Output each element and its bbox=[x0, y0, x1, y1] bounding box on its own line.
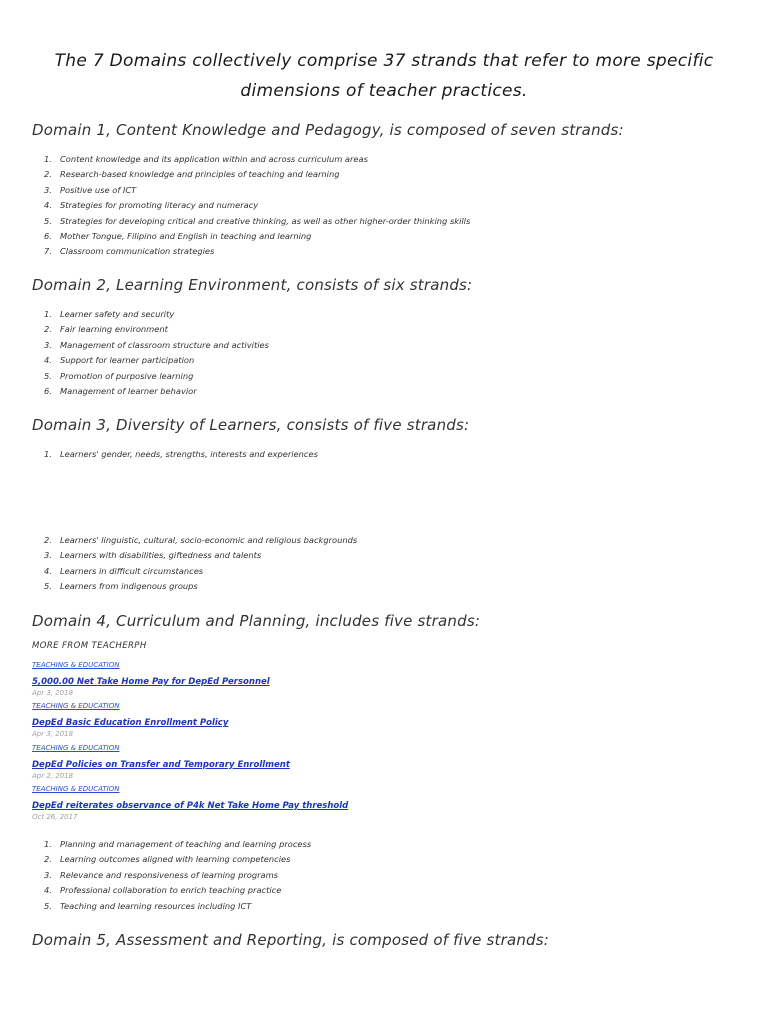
strand-item bbox=[44, 353, 744, 368]
strand-text: Support for learner participation bbox=[60, 355, 195, 366]
strand-item bbox=[44, 548, 744, 563]
strand-text: Learners from indigenous groups bbox=[60, 581, 198, 592]
domain-3-heading: Domain 3, Diversity of Learners, consists of five strands: bbox=[32, 416, 470, 434]
strand-number: 5. bbox=[44, 581, 52, 592]
strand-item bbox=[44, 307, 744, 322]
strand-number: 4. bbox=[44, 200, 52, 211]
strand-item bbox=[44, 533, 744, 548]
strand-item bbox=[44, 338, 744, 353]
strand-text: Strategies for developing critical and creative thinking, as well as other higher-order thinking skills bbox=[60, 215, 471, 226]
strand-text: Positive use of ICT bbox=[60, 184, 137, 195]
strand-item bbox=[44, 369, 744, 384]
related-article-date: Oct 26, 2017 bbox=[32, 812, 78, 821]
related-article-date: Apr 2, 2018 bbox=[32, 771, 74, 780]
strand-number: 2. bbox=[44, 324, 52, 335]
related-article bbox=[32, 743, 432, 784]
strand-item bbox=[44, 852, 744, 867]
related-article-category-link[interactable]: TEACHING & EDUCATION bbox=[32, 702, 120, 711]
strand-item bbox=[44, 579, 744, 594]
strand-text: Mother Tongue, Filipino and English in teaching and learning bbox=[60, 231, 312, 242]
strand-number: 3. bbox=[44, 550, 52, 561]
intro-paragraph: The 7 Domains collectively comprise 37 strands that refer to more specific dimensions of teacher practices. bbox=[54, 51, 714, 101]
related-article bbox=[32, 660, 432, 701]
related-article-date: Apr 3, 2018 bbox=[32, 689, 74, 697]
strand-text: Planning and management of teaching and learning process bbox=[60, 839, 312, 849]
strand-item bbox=[44, 322, 744, 337]
strand-item bbox=[44, 899, 744, 914]
domain-4-strand-list bbox=[44, 837, 744, 914]
strand-number: 7. bbox=[44, 246, 52, 257]
related-article-category-link[interactable]: TEACHING & EDUCATION bbox=[32, 661, 120, 669]
strand-number: 3. bbox=[44, 869, 52, 880]
strand-number: 1. bbox=[44, 154, 52, 164]
domain-1-heading: Domain 1, Content Knowledge and Pedagogy, is composed of seven strands: bbox=[32, 121, 624, 139]
related-article-title-link[interactable]: 5,000.00 Net Take Home Pay for DepEd Personnel bbox=[32, 677, 270, 687]
strand-item bbox=[44, 447, 744, 462]
related-article bbox=[32, 701, 432, 742]
strand-text: Teaching and learning resources including ICT bbox=[60, 900, 252, 911]
strand-number: 2. bbox=[44, 169, 52, 180]
strand-item bbox=[44, 384, 744, 399]
domain-1-strand-list bbox=[44, 152, 744, 260]
related-article-title-link[interactable]: DepEd Policies on Transfer and Temporary Enrollment bbox=[32, 759, 290, 770]
strand-text: Fair learning environment bbox=[60, 324, 168, 335]
related-article-category-link[interactable]: TEACHING & EDUCATION bbox=[32, 743, 120, 752]
strand-text: Content knowledge and its application within and across curriculum areas bbox=[60, 154, 368, 164]
strand-item bbox=[44, 868, 744, 883]
strand-item bbox=[44, 214, 744, 229]
strand-number: 5. bbox=[44, 370, 52, 381]
strand-text: Relevance and responsiveness of learning programs bbox=[60, 869, 278, 880]
related-articles-widget bbox=[32, 640, 432, 825]
strand-number: 6. bbox=[44, 386, 52, 397]
domain-2-strand-list bbox=[44, 307, 744, 399]
strand-text: Learners with disabilities, giftedness and talents bbox=[60, 550, 262, 561]
related-article-title-link[interactable]: DepEd Basic Education Enrollment Policy bbox=[32, 718, 229, 729]
related-article-date: Apr 3, 2018 bbox=[32, 730, 74, 739]
strand-item bbox=[44, 198, 744, 213]
strand-text: Management of classroom structure and activities bbox=[60, 339, 269, 350]
strand-text: Learning outcomes aligned with learning competencies bbox=[60, 854, 291, 865]
strand-number: 2. bbox=[44, 854, 52, 865]
strand-text: Learners' gender, needs, strengths, interests and experiences bbox=[60, 449, 318, 459]
strand-text: Professional collaboration to enrich teaching practice bbox=[60, 885, 282, 896]
strand-number: 6. bbox=[44, 231, 52, 242]
strand-number: 5. bbox=[44, 900, 52, 911]
strand-text: Research-based knowledge and principles of teaching and learning bbox=[60, 169, 340, 180]
strand-number: 1. bbox=[44, 839, 52, 849]
strand-item bbox=[44, 167, 744, 182]
domain-3-strand-list-part-1 bbox=[44, 447, 744, 462]
strand-number: 1. bbox=[44, 449, 52, 459]
strand-text: Learner safety and security bbox=[60, 309, 175, 319]
strand-item bbox=[44, 229, 744, 244]
strand-number: 1. bbox=[44, 309, 52, 319]
strand-text: Strategies for promoting literacy and numeracy bbox=[60, 200, 259, 211]
strand-text: Learners' linguistic, cultural, socio-economic and religious backgrounds bbox=[60, 535, 358, 545]
domain-2-heading: Domain 2, Learning Environment, consists of six strands: bbox=[32, 276, 473, 294]
strand-item bbox=[44, 183, 744, 198]
related-articles-title: MORE FROM TEACHERPH bbox=[32, 641, 147, 651]
strand-number: 4. bbox=[44, 355, 52, 366]
strand-item bbox=[44, 883, 744, 898]
domain-3-strand-list-part-2 bbox=[44, 533, 744, 595]
related-article-title-link[interactable]: DepEd reiterates observance of P4k Net Take Home Pay threshold bbox=[32, 800, 349, 811]
strand-number: 2. bbox=[44, 535, 52, 545]
strand-number: 4. bbox=[44, 885, 52, 896]
strand-item bbox=[44, 244, 744, 259]
strand-text: Learners in difficult circumstances bbox=[60, 565, 204, 576]
strand-item bbox=[44, 837, 744, 852]
strand-number: 3. bbox=[44, 339, 52, 350]
strand-item bbox=[44, 564, 744, 579]
strand-number: 3. bbox=[44, 184, 52, 195]
domain-5-heading: Domain 5, Assessment and Reporting, is composed of five strands: bbox=[32, 931, 550, 949]
strand-item bbox=[44, 152, 744, 167]
related-article-category-link[interactable]: TEACHING & EDUCATION bbox=[32, 784, 120, 793]
strand-text: Classroom communication strategies bbox=[60, 246, 215, 257]
strand-number: 5. bbox=[44, 215, 52, 226]
strand-number: 4. bbox=[44, 565, 52, 576]
strand-text: Promotion of purposive learning bbox=[60, 370, 194, 381]
related-article bbox=[32, 784, 432, 825]
domain-4-heading: Domain 4, Curriculum and Planning, includes five strands: bbox=[32, 612, 481, 630]
strand-text: Management of learner behavior bbox=[60, 386, 197, 397]
